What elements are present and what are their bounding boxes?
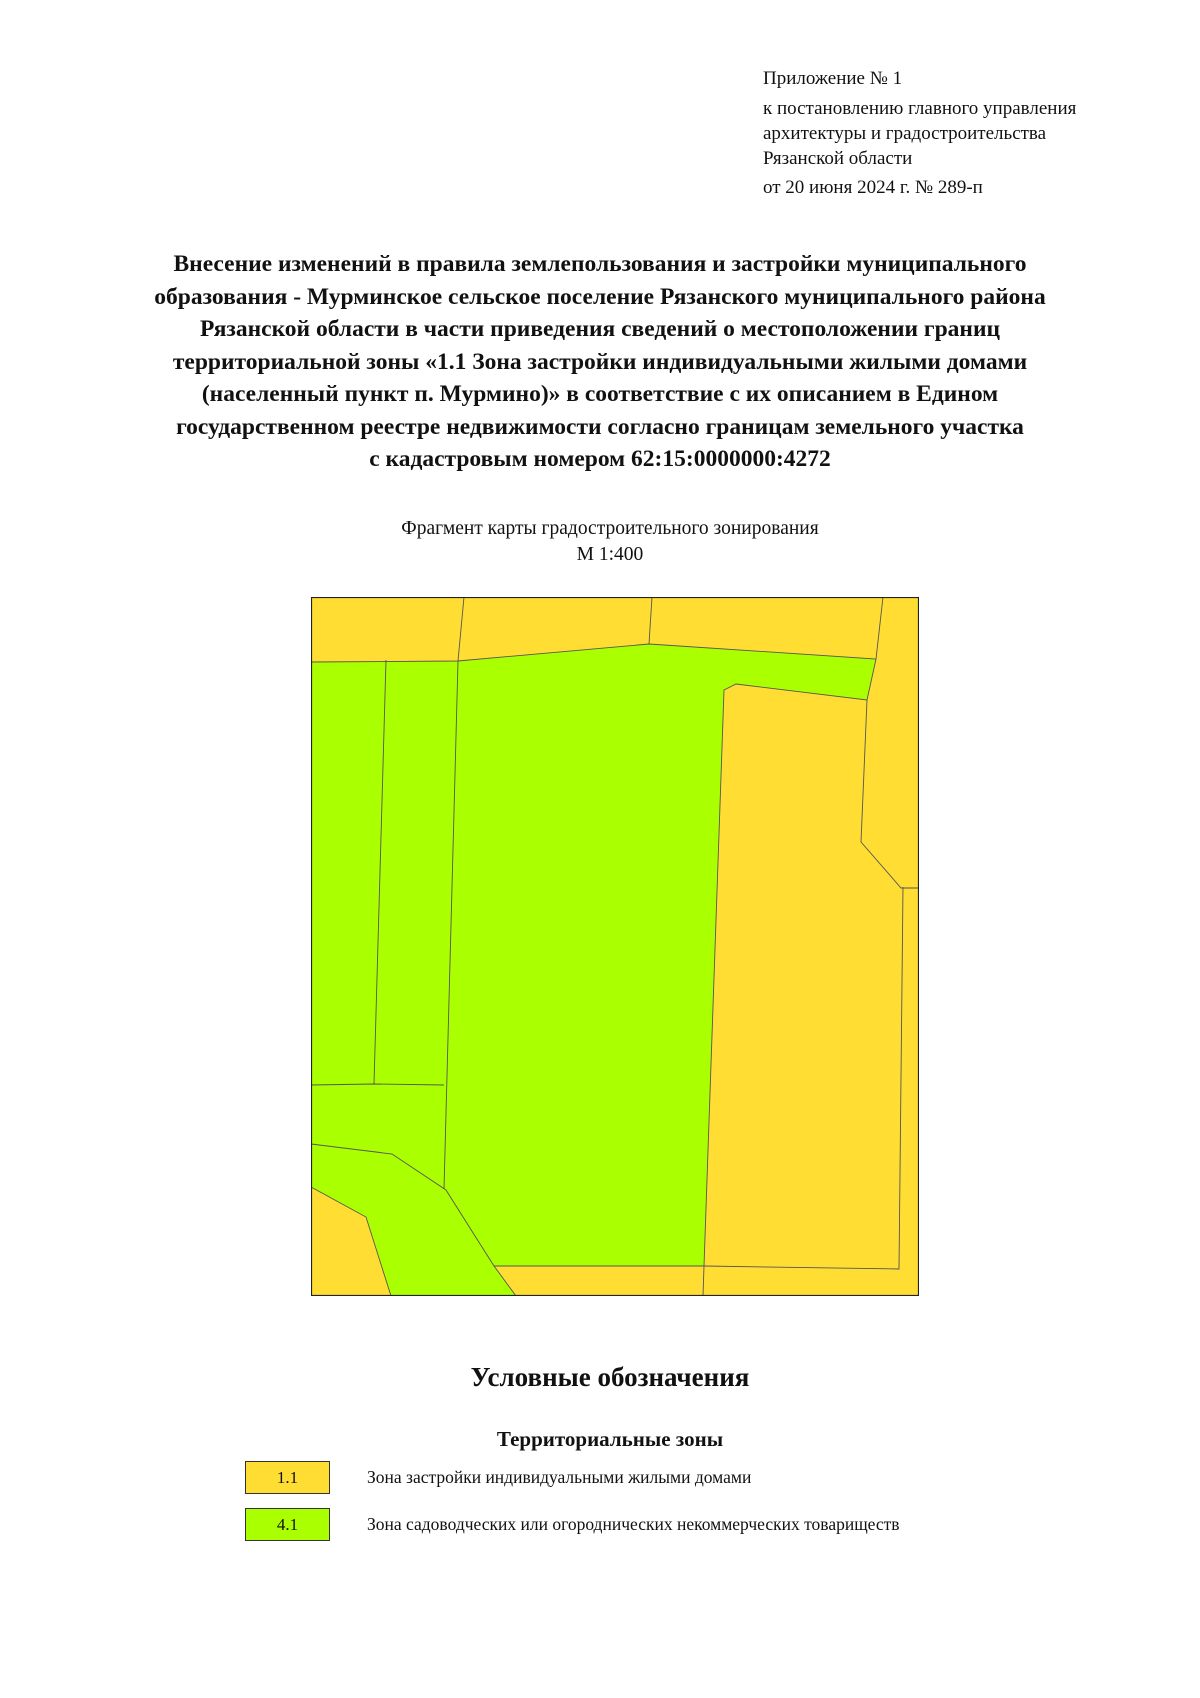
legend-label-4-1: Зона садоводческих или огороднических некоммерческих товариществ [367, 1514, 900, 1534]
title-line: с кадастровым номером 62:15:0000000:4272 [369, 446, 831, 472]
title-line: (населенный пункт п. Мурмино)» в соответствие с их описанием в Едином [201, 381, 999, 407]
document-title [40, 248, 1160, 476]
legend-subtitle: Территориальные зоны [496, 1427, 724, 1451]
zoning-map-svg [311, 597, 919, 1296]
map-caption [300, 516, 920, 568]
zoning-map [311, 597, 919, 1296]
title-line: Рязанской области в части приведения сведений о местоположении границ [199, 316, 1001, 342]
legend-item-1-1 [245, 1461, 1045, 1497]
appendix-date: от 20 июня 2024 г. № 289-п [763, 177, 983, 198]
legend-item-4-1 [245, 1508, 1045, 1544]
legend-label-1-1: Зона застройки индивидуальными жилыми домами [367, 1467, 752, 1487]
legend-swatch-1-1: 1.1 [245, 1461, 330, 1494]
title-line: Внесение изменений в правила землепользования и застройки муниципального [173, 251, 1027, 277]
map-scale: М 1:400 [576, 544, 644, 565]
appendix-number: Приложение № 1 [763, 68, 903, 89]
appendix-line-1: к постановлению главного управления [763, 98, 1077, 119]
title-line: государственном реестре недвижимости согласно границам земельного участка [176, 413, 1024, 440]
map-caption-text: Фрагмент карты градостроительного зонирования [401, 518, 819, 539]
appendix-line-3: Рязанской области [763, 148, 913, 169]
legend-swatch-4-1: 4.1 [245, 1508, 330, 1541]
appendix-line-2: архитектуры и градостроительства [763, 123, 1047, 144]
legend-title: Условные обозначения [470, 1362, 750, 1392]
title-line: образования - Мурминское сельское поселение Рязанского муниципального района [154, 283, 1046, 310]
title-line: территориальной зоны «1.1 Зона застройки индивидуальными жилыми домами [172, 348, 1028, 375]
appendix-block [763, 66, 1183, 200]
